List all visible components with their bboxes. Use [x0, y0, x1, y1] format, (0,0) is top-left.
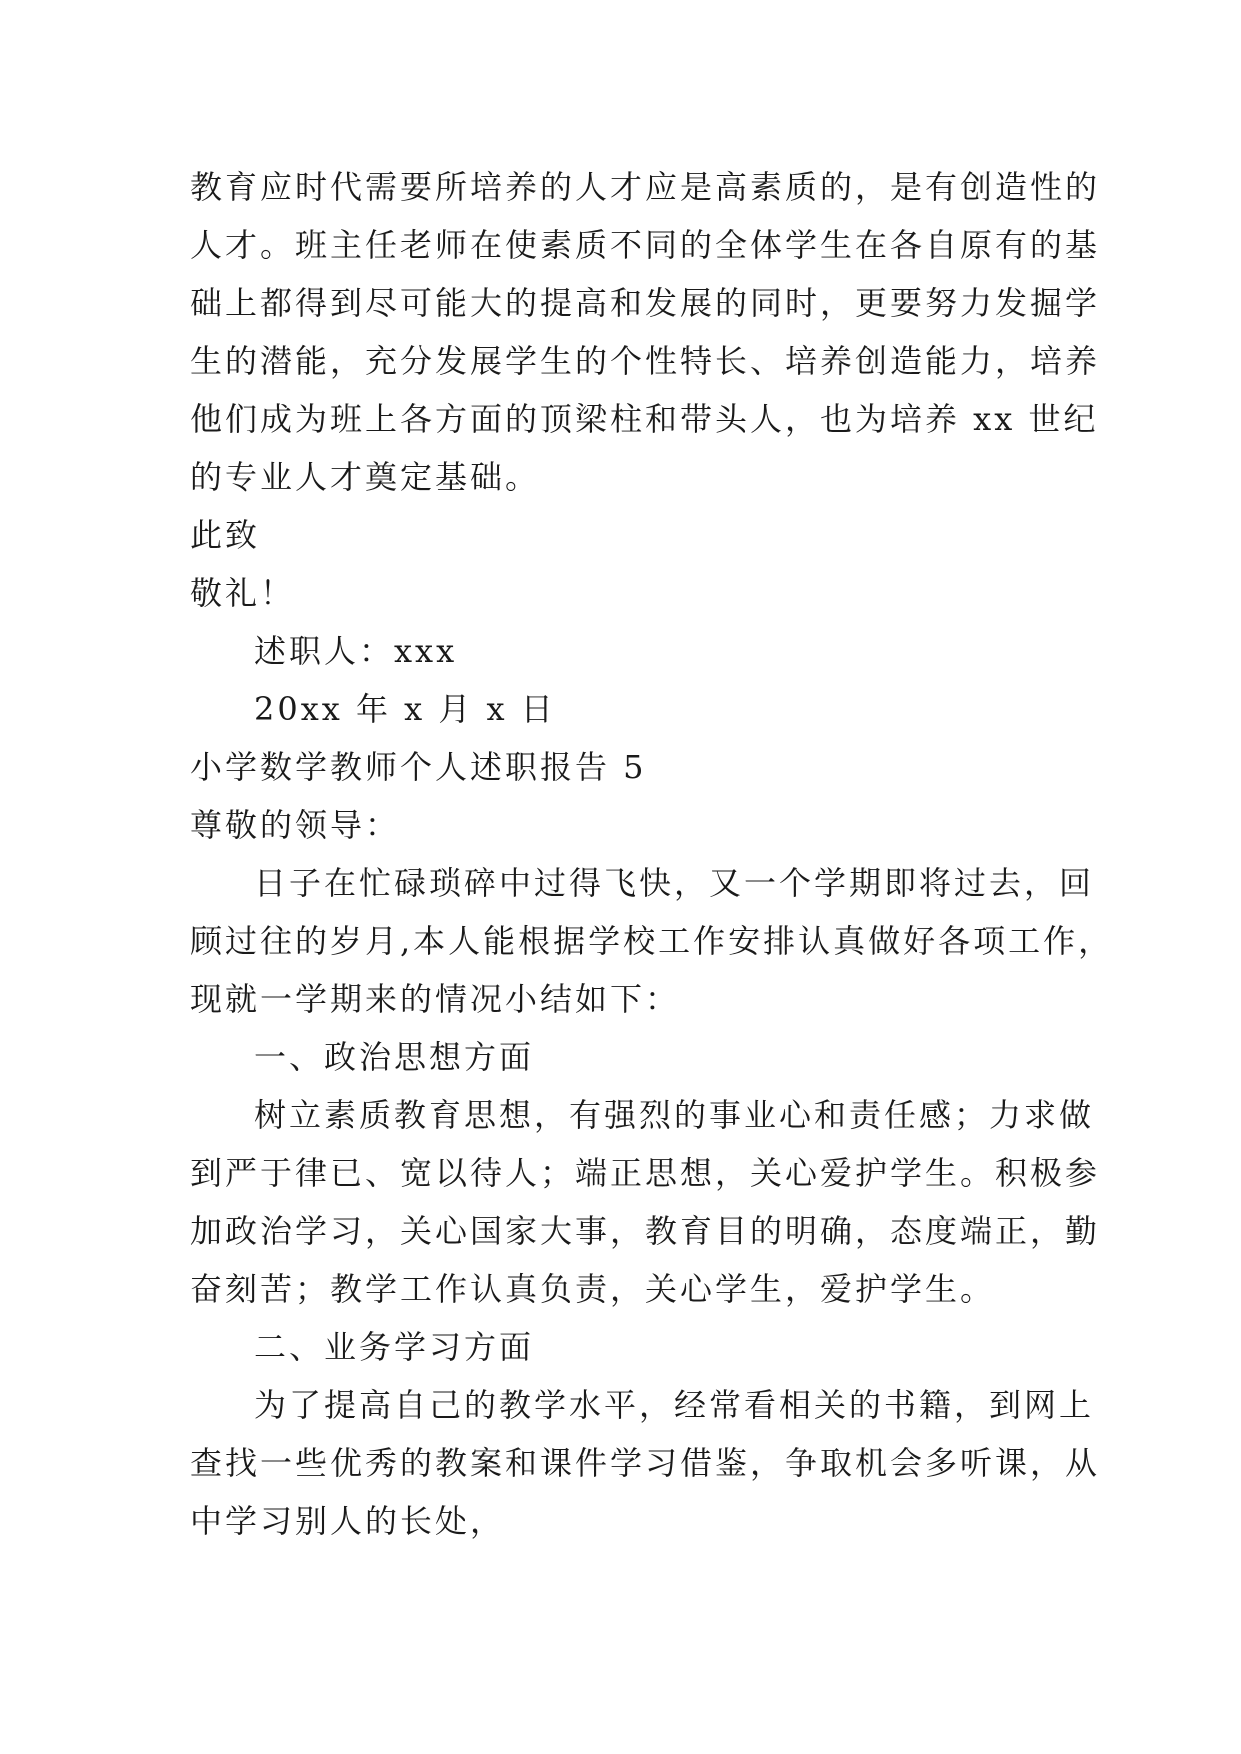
paragraph-line: 日子在忙碌琐碎中过得飞快，又一个学期即将过去，回 [254, 864, 1095, 902]
paragraph-line: 人才。班主任老师在使素质不同的全体学生在各自原有的基 [190, 226, 1101, 264]
paragraph-line: 生的潜能，充分发展学生的个性特长、培养创造能力，培养 [190, 342, 1101, 380]
paragraph-line: 到严于律已、宽以待人；端正思想，关心爱护学生。积极参 [190, 1154, 1101, 1192]
paragraph-line: 顾过往的岁月,本人能根据学校工作安排认真做好各项工作， [190, 922, 1114, 960]
greeting: 尊敬的领导： [190, 806, 401, 844]
paragraph-line: 础上都得到尽可能大的提高和发展的同时，更要努力发掘学 [190, 284, 1101, 322]
subsection-heading: 二、业务学习方面 [254, 1328, 535, 1366]
signature-date: 20xx 年 x 月 x 日 [254, 690, 556, 728]
signature-reporter: 述职人：xxx [254, 632, 458, 670]
paragraph-line: 中学习别人的长处， [190, 1502, 506, 1540]
section-title: 小学数学教师个人述职报告 5 [190, 748, 647, 786]
paragraph-line: 树立素质教育思想，有强烈的事业心和责任感；力求做 [254, 1096, 1095, 1134]
paragraph-line: 的专业人才奠定基础。 [190, 458, 541, 496]
closing-salutation: 此致 [190, 516, 261, 554]
paragraph-line: 加政治学习，关心国家大事，教育目的明确，态度端正，勤 [190, 1212, 1101, 1250]
paragraph-line: 奋刻苦；教学工作认真负责，关心学生，爱护学生。 [190, 1270, 996, 1308]
paragraph-line: 他们成为班上各方面的顶梁柱和带头人，也为培养 xx 世纪 [190, 400, 1099, 438]
paragraph-line: 现就一学期来的情况小结如下： [190, 980, 681, 1018]
paragraph-line: 教育应时代需要所培养的人才应是高素质的，是有创造性的 [190, 168, 1101, 206]
paragraph-line: 为了提高自己的教学水平，经常看相关的书籍，到网上 [254, 1386, 1095, 1424]
paragraph-line: 查找一些优秀的教案和课件学习借鉴，争取机会多听课，从 [190, 1444, 1101, 1482]
document-body [190, 158, 1114, 1550]
closing-regards: 敬礼！ [190, 574, 296, 612]
subsection-heading: 一、政治思想方面 [254, 1038, 535, 1076]
